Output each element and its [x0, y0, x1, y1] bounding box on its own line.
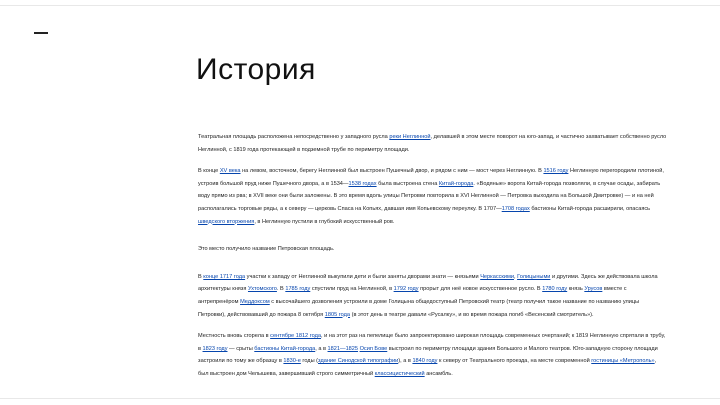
text-run: участки к западу от Неглинной выкупили дети и были заняты дворами знати — князьями	[245, 273, 481, 280]
text-run: В конце	[198, 168, 220, 175]
text-run: Театральная площадь расположена непосредственно у западного русла	[198, 134, 390, 140]
inline-link[interactable]: здание Синодской типографии	[318, 358, 399, 365]
text-run: , а в	[315, 345, 328, 352]
text-run: — срыты	[227, 345, 255, 352]
inline-link[interactable]: 1538 годах	[348, 180, 377, 187]
text-run: , и на этот раз на пепелище было запроектировано широкая площадь современных очертаний; к 1819 Неглинную спрятали в трубу, в	[198, 333, 666, 352]
inline-link[interactable]: Меддоксом	[240, 298, 270, 305]
inline-link[interactable]: Осип Бове	[359, 345, 388, 352]
text-run: Неглинную перегородили плотиной, устроив большой пруд ниже Пушечного двора, а в 1534—	[198, 168, 664, 187]
text-run: , делавшей в этом месте поворот на юго-запад, и частично захватывает собственно русло Неглинной, с 1819 года протекающей в подземной трубе по периметру площади.	[198, 134, 667, 153]
inline-link[interactable]: 1821—1825	[327, 345, 359, 352]
paragraph-3	[198, 243, 668, 256]
inline-link[interactable]: 1516 году	[543, 168, 569, 175]
inline-link[interactable]: сентябре 1812 года	[270, 333, 322, 340]
inline-link[interactable]: Черкасскими	[480, 273, 514, 280]
inline-link[interactable]: Голицыными	[517, 273, 551, 280]
text-run: В	[198, 273, 204, 280]
text-run: была выстроена стена	[376, 180, 439, 187]
slide-marker-dash	[34, 32, 48, 34]
inline-link[interactable]: реки Неглинной	[389, 134, 431, 140]
text-run: . «Водяные» ворота Китай-города позволяли, в случае осады, забирать воду прямо из рва; в XVII веке они были заложены. В это время вдоль улицы Петровки повторила в XVI Неглинной — Петровка выходила на Большой Дмитровке) — и на ней располагались торговые ряды, а к северу — церковь Спаса на Копьях, давшая имя Копьевскому переулку. В 1707—	[198, 180, 661, 212]
inline-link[interactable]: классицистический	[374, 370, 425, 377]
page-title: История	[196, 53, 316, 86]
inline-link[interactable]: XV века	[219, 168, 241, 175]
bottom-divider	[0, 398, 720, 399]
inline-link[interactable]: 1785 году	[285, 286, 311, 293]
text-run: выстроил по периметру площади здания Большого и Малого театров. Юго-западную сторону площади застроили по тому же образцу в	[198, 345, 658, 365]
text-run: с высочайшего дозволения устроили в доме Голицына общедоступный Петровский театр (театр получил такое название по названию улицы Петровки), действовавший до пожара 8 октября	[198, 298, 640, 318]
text-run: вместе с антрепренёром	[198, 286, 627, 305]
inline-link[interactable]: 1708 годах	[501, 205, 530, 212]
top-divider	[0, 5, 720, 6]
text-run: Местность вновь сгорела в	[198, 333, 271, 340]
inline-link[interactable]: 1830-е	[283, 358, 301, 365]
inline-link[interactable]: гостиницы «Метрополь»	[591, 358, 655, 365]
inline-link[interactable]: Урусов	[584, 286, 603, 293]
text-run: к северу от Театрального проезда, на месте современной	[437, 358, 592, 365]
text-run: ,	[513, 273, 518, 280]
text-run: , в Неглинную пустили в глубокий искусственный ров.	[254, 218, 395, 225]
text-run: на левом, восточном, берегу Неглинной был выстроен Пушечный двор, и рядом с ним — мост через Неглинную. В	[240, 168, 544, 175]
text-run: , был выстроен дом Челышева, завершивший строго симметричный	[198, 358, 657, 377]
paragraph-2	[198, 165, 668, 228]
inline-link[interactable]: 1792 году	[393, 286, 419, 293]
text-run: бастионы Китай-города расширили, опасаясь	[529, 205, 651, 212]
article-body	[198, 131, 668, 390]
text-run: годы (	[300, 358, 319, 365]
inline-link[interactable]: бастионы Китай-города	[254, 345, 316, 352]
text-run: ), а в	[398, 358, 413, 365]
text-run: князь	[567, 286, 585, 293]
text-run: и другими. Здесь же действовала школа архитектуры князя	[198, 273, 658, 293]
inline-link[interactable]: Китай-города	[438, 180, 474, 187]
paragraph-4	[198, 271, 668, 321]
text-run: ансамбль.	[424, 370, 453, 377]
text-run: спустили пруд на Неглинной, в	[310, 286, 394, 293]
text-run: . В	[276, 286, 286, 293]
inline-link[interactable]: 1840 году	[412, 358, 438, 365]
inline-link[interactable]: 1780 году	[542, 286, 568, 293]
inline-link[interactable]: конце 1717 года	[203, 273, 246, 280]
text-run: прорыт для неё новое искусственное русло. В	[418, 286, 543, 293]
inline-link[interactable]: шведского вторжения	[198, 218, 255, 225]
inline-link[interactable]: Ухтомского	[247, 286, 277, 293]
text-run: (в этот день в театре давали «Русалку», и во время пожара погиб «Весенский смотритель»).	[350, 311, 594, 318]
paragraph-5	[198, 330, 668, 380]
inline-link[interactable]: 1823 году	[202, 345, 228, 352]
inline-link[interactable]: 1805 года	[324, 311, 351, 318]
text-run: Это место получило название Петровская площадь.	[198, 246, 335, 253]
paragraph-1	[198, 131, 668, 156]
